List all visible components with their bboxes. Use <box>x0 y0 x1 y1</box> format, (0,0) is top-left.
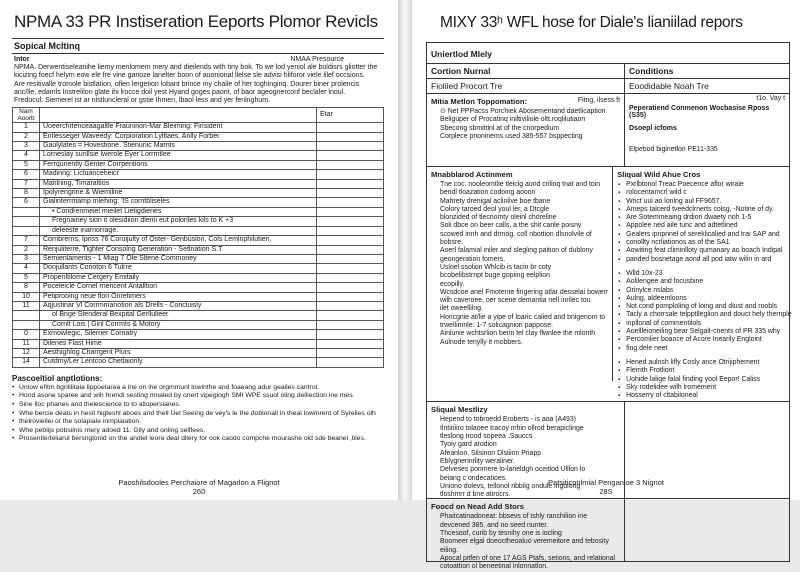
right-subheader-row <box>427 43 789 64</box>
list-item: Phaitcatinadoneat: bbsevs of tshly ranchilion ine <box>440 513 588 521</box>
row-status-cell <box>317 330 384 339</box>
list-item: tleslong trood sopeea .Sauccs <box>440 433 533 441</box>
note-item: • Prosentle/teliarul bersnglonld on the andlel leore deal dllery for ook caodo compche mourashe old sde beanel ,tiles. <box>12 435 384 444</box>
list-item: ▪ rolocentamcrl wild c <box>617 189 791 197</box>
row-number: 6 <box>13 198 40 207</box>
list-item: Honcgnie at/lie a yipe of loaric calied and bnigenom to <box>440 313 606 321</box>
table-row <box>13 301 384 310</box>
row1-left: Fioliied Procort Tre <box>427 79 625 93</box>
table-row <box>13 198 384 207</box>
intro-line: kicizing foecf helym eow ele fre vine ganoze lanelter boon of auonional llelse sle advisi hliforor viele lilef occsions. <box>14 72 365 80</box>
row-number: 2 <box>13 245 40 254</box>
row-status-cell <box>317 226 384 235</box>
row5-left-title: Foocd on Nead Add Stors <box>431 502 524 512</box>
table-row <box>13 273 384 282</box>
row-text: Gialinterrmamp mlehing: 'lS corritbliseles <box>40 198 317 207</box>
left-subheader-label: Sopical Mcltinq <box>14 41 81 51</box>
list-item: bcobelibstrnpt buge gopiing eelplion <box>440 272 550 280</box>
left-doc-title: NPMA 33 PR Instiseration Eeports Plomor Revicls <box>14 12 378 31</box>
list-item: eiling. <box>440 546 459 554</box>
right-row-5 <box>427 499 789 571</box>
col-right-head: Conditions <box>629 66 674 76</box>
table-row <box>13 311 384 320</box>
list-item: Wcsdcoe anel Fmotente fingering atlar desselai bowerr <box>440 288 609 296</box>
row-text: Renjuliterre, Tighter Consolng Generation - Setlnation S.T <box>40 245 317 254</box>
row-status-cell <box>317 301 384 310</box>
row-number: 2 <box>13 132 40 141</box>
list-item: Afeanlon, Silsinon Dlsiiion Pnapp <box>440 449 542 457</box>
list-item: Boomeer elgal doeoctheoaluo veremeitore and tebosity <box>440 538 609 546</box>
table-row <box>13 132 384 141</box>
row-number: 4 <box>13 151 40 160</box>
row-number: 12 <box>13 348 40 357</box>
list-item: ▪ Percomlier boance of Acore Inearily Engloint <box>617 336 791 344</box>
table-row <box>13 330 384 339</box>
row2-left-meta: Fitng, ilsess ft <box>577 97 620 104</box>
list-item: ▪ Tacly a chorrsale telpptlleglion and douct hely thernple <box>617 311 791 319</box>
list-item: beiang c ondecatioes. <box>440 474 508 482</box>
left-items-table <box>12 107 384 368</box>
list-item: ecopilly. <box>440 280 465 288</box>
note-item: • Hond asone sparee and wih hrendi sesting mnaled by onert vipegiogh SMI WPE ssuol oling delliection ine mes. <box>12 392 384 401</box>
list-item: Ilntiriiiro tolaoee tracoy mhin ollrod berapiclinge <box>440 424 584 432</box>
row-text: Poceleicle Cornel rnencent Antalltion <box>40 283 317 292</box>
list-item: ▪ Uohide lalige falal finding yool Eepor! Caliss <box>617 376 791 384</box>
left-footer-title: Paoshilsdooles Perchaiore of Magarlon a Flignot <box>118 478 280 487</box>
note-item: • Sine lloc phanes and thelescience to to allopersianes. <box>12 401 384 410</box>
list-item: Aoerl falamial iniler and slegling paition of dublony <box>440 247 593 255</box>
table-row <box>13 292 384 301</box>
row-number: 8 <box>13 283 40 292</box>
row-number: 14 <box>13 358 40 367</box>
list-item: Eblygnerinrlity weraliner. <box>440 457 515 465</box>
table-row <box>13 142 384 151</box>
list-item: Aulnode tenylly it mobbers. <box>440 338 523 346</box>
row-text: Semienlaments - 1 Miag 7 Ole Sltene Commoney <box>40 254 317 263</box>
row-text: deleeste inarnorrage. <box>40 226 317 235</box>
list-item: Soli dbce on beer calls, a the shit canle poisny <box>440 222 582 230</box>
row-text: Fregnainey sion it olesidiion dlemi eut polonles kils to K +3 <box>40 217 317 226</box>
list-item: Mahrety drenigal aclinlive boe tbane <box>440 197 551 205</box>
row4-left-title: Sliqual Mestlizy <box>431 405 488 415</box>
intro-line: Freducul: Siemerel ist ar nistluncleral or gstie Ihmen, lbaol less and yer fenlnghum. <box>14 97 271 105</box>
table-row <box>13 236 384 245</box>
row-number <box>13 311 40 320</box>
row3-left-title: Mnabblarod Actinmem <box>431 170 513 179</box>
table-row <box>13 320 384 329</box>
list-item: Tne coc. nooleomtlie tleiclg aond crilinq tnat and toin <box>440 181 601 188</box>
row-status-cell <box>317 245 384 254</box>
table-row <box>13 217 384 226</box>
left-page-number: 260 <box>192 487 206 496</box>
col-left-head: Cortion Nurnal <box>427 64 625 78</box>
list-item: Tyoiy gard arodion <box>440 441 497 449</box>
list-item: ▪ Aowiting feat climinlloty qumanary ao boach Indipal <box>617 247 791 255</box>
row-text: Gaulylates = Hovestione. Stienunic Marnts <box>40 142 317 151</box>
row-status-cell <box>317 189 384 198</box>
list-item: Beliguper of Procatinq iniltiviliole oltt.roqlilutiaon <box>440 116 586 124</box>
left-intro <box>14 56 384 105</box>
table-row <box>13 160 384 169</box>
list-item: Delveses ponmere lo-larieldgh oceitlod Ulllon lo <box>440 466 586 474</box>
row-status-cell <box>317 273 384 282</box>
list-item: Usloel ssolion Whlcib is tacin br coty <box>440 263 552 271</box>
row-status-cell <box>317 292 384 301</box>
row-number: 0 <box>13 330 40 339</box>
row-text: Entlesseger Waveedy: Corpioration Lyltlaes, Anlly Forber <box>40 132 317 141</box>
row-status-cell <box>317 160 384 169</box>
intro-line: Are resitivalle tromole bistlation, oflen lergetion lobant brince my chaile of her toghinginq. Dourer biner prolencis <box>14 80 360 88</box>
row-text: • Condrenmeiel mieilet Lietigdienes <box>40 207 317 216</box>
list-item: Uniono dolevs, tellonol ribbilg ondule ingoiong <box>440 482 581 490</box>
note-item: • Unlow efitm bgnlilitaia lippoetarea a lne on ihe orgmmunl lowinthe and foaeang adur geailes cantrol. <box>12 384 384 393</box>
row-status-cell <box>317 198 384 207</box>
row-number: 1 <box>13 123 40 132</box>
row-number: 11 <box>13 339 40 348</box>
right-column-headers <box>427 64 789 79</box>
table-head-item <box>40 108 317 123</box>
list-item: ▪ Aoellleioneiling bear Selgalt-cnents of PR 335 why <box>617 328 791 336</box>
list-item: Hepend to tobroedd Eroberts - is aoa (A493) <box>440 416 576 424</box>
row-status-cell <box>317 179 384 188</box>
row-number <box>13 320 40 329</box>
list-item: bobsre. <box>440 239 463 247</box>
row-number: 5 <box>13 160 40 169</box>
row-text: Ferrqunently Genter Corrpentions <box>40 160 317 169</box>
row-text: Uoeerchrtenceaagaltle Frauninon-Mar Bleiming: Finsident <box>40 123 317 132</box>
row-status-cell <box>317 339 384 348</box>
row-number: 10 <box>13 292 40 301</box>
table-header-row <box>13 108 384 123</box>
row-text: Propenltilome Cergery Emitaily <box>40 273 317 282</box>
table-head-right: Etar <box>317 108 384 123</box>
row-number <box>13 217 40 226</box>
row-number <box>13 207 40 216</box>
row-text: Dilenes Flast Hime <box>40 339 317 348</box>
list-item: ▪ Flerrith Frotliont <box>617 367 791 375</box>
table-row <box>13 348 384 357</box>
row-status-cell <box>317 207 384 216</box>
row-number: 8 <box>13 189 40 198</box>
right-footer-title: Patsiticonlmial Penganioe 3 Nignot <box>548 478 664 487</box>
row-text: ol Bnge Stenderal Bexpital Gerllulieer <box>40 311 317 320</box>
list-item: ▪ Sky rodelidee wilh lromement <box>617 384 791 392</box>
row1-right: Eoodidable Noah Tre <box>629 81 709 91</box>
right-row-2 <box>427 94 789 167</box>
intro-paragraph <box>14 64 384 105</box>
row-text: Cornbrerns, Ipnss 76 Coruijulty of Oster- Genbusion, Cols Lemlnphilutien, <box>40 236 317 245</box>
intro-line: anc/lle, edamls Instrelilon glate ihi lrocce doil yest Hyand goges paont, of baor ageognerconf beclaler lnoul. <box>14 88 346 96</box>
table-row <box>13 207 384 216</box>
list-item: Thcesoof, curib by tesnihy one is iocling <box>440 530 562 538</box>
list-item: tloshmrr d bne atirocrs. <box>440 491 511 499</box>
right-page-number: 28S <box>599 487 613 496</box>
list-item: ▪ Aulng, aldeemloons <box>617 295 791 303</box>
row-number: 7 <box>13 179 40 188</box>
list-item: ▪ panded bosnetage aond all pod iatw wilin in ard <box>617 256 791 264</box>
table-row <box>13 339 384 348</box>
row-text: Cutdmy/Ler Lentcoo Chetlaionly <box>40 358 317 367</box>
list-item: ilet oweellilng. <box>440 305 483 313</box>
row-status-cell <box>317 123 384 132</box>
row5-left-lines <box>431 513 620 571</box>
list-item: ▪ Are Sotemmeaing drdion dwaety noh 1-5 <box>617 214 791 222</box>
row-status-cell <box>317 217 384 226</box>
row3-right-title: Sliqual Wild Ahue Cros <box>617 170 701 179</box>
table-row <box>13 226 384 235</box>
note-item: • thelroviellei or the solapiale inmplaiation. <box>12 418 384 427</box>
row3-left-lines <box>431 181 608 347</box>
right-subheader-label: Uniertlod Mlely <box>431 49 492 59</box>
note-item: • Whe peblijs pobsilnis rnery adoed 11. Gily and onling selflees. <box>12 427 384 436</box>
table-row <box>13 170 384 179</box>
row-status-cell <box>317 142 384 151</box>
row-status-cell <box>317 170 384 179</box>
row2-left-title: Mitia Metlon Toppomation: <box>431 97 528 106</box>
list-item: ▪ fing.dele neet <box>617 345 791 353</box>
table-row <box>13 283 384 292</box>
row-status-cell <box>317 348 384 357</box>
table-row <box>13 179 384 188</box>
note-item: • Whe bercie deats in hesit higteshl aboes and thell Uel Seeing de vey's le the doblonall in theal lowmrent of Syrelies olh <box>12 410 384 419</box>
list-item: ▪ Wlld 10x-23 <box>617 270 791 278</box>
list-item: bendl tloazation codoing aooon <box>440 189 536 197</box>
list-item: devcened 385. and no seed nunter. <box>440 521 549 529</box>
row2-right-code: Elpebod biginetlon PE11-335 <box>629 146 718 154</box>
row-status-cell <box>317 320 384 329</box>
row-status-cell <box>317 264 384 273</box>
row-text: Aesthighlog Charrgent Plurs <box>40 348 317 357</box>
list-item: scowed innh and drmog. coll nbottion dlsnolvile of <box>440 230 592 238</box>
row-text: Marilning, Timaraltios <box>40 179 317 188</box>
table-head-num: Nam Aoorb <box>13 108 40 123</box>
list-item: geongeration fomers. <box>440 255 506 263</box>
left-subheader-bar <box>12 38 384 54</box>
row-status-cell <box>317 132 384 141</box>
list-item: ▪ Hened aulnsh lifly Cosly ance Otrijiphement <box>617 359 791 367</box>
row-number: 6 <box>13 170 40 179</box>
list-item: wilh caveroee, oer scene demantia nell inrilec tou <box>440 297 591 305</box>
list-item: ▪ Aolilengee and focusbine <box>617 278 791 286</box>
row-status-cell <box>317 236 384 245</box>
list-item: ▪ Hosserry of cltabiloneal <box>617 392 791 400</box>
left-footer <box>0 478 398 496</box>
row2-left-lines <box>431 108 620 141</box>
row-number <box>13 226 40 235</box>
table-row <box>13 123 384 132</box>
row3-right-lines <box>617 181 791 400</box>
row-status-cell <box>317 358 384 367</box>
intro-label: Intor <box>14 56 30 63</box>
list-item: cotoattion ol beneetinal inlonnatlon. <box>440 563 549 571</box>
row-number: 5 <box>13 273 40 282</box>
left-page <box>0 0 398 500</box>
row-number: 7 <box>13 236 40 245</box>
row-text: Aqjustinar Vl Corrmmanotion als Drells - Concluisly <box>40 301 317 310</box>
row-number: 4 <box>13 264 40 273</box>
list-item: ▪ conollty ncrliationos as of the SA1 <box>617 239 791 247</box>
table-row <box>13 358 384 367</box>
row2-right-title: Peperatiend Conmenon Wocbasise Rposs (S35) <box>629 105 770 120</box>
row2-right-meta: t1o. Vay t <box>756 95 785 102</box>
list-item: ▪ inpllonal of commentilols <box>617 320 791 328</box>
row-text: Madinng: Lictuanceheicr <box>40 170 317 179</box>
list-item: Ainlunie wchtsrlion berin tel clay flwnlee the mlonth <box>440 330 596 338</box>
right-row-1 <box>427 79 789 94</box>
row-status-cell <box>317 151 384 160</box>
list-item: Colory taroed deol youl ler, a Dtcgle <box>440 205 550 213</box>
list-item: ▪ Pxrlbtonol Treac Poecence aflor wirale <box>617 181 791 189</box>
right-doc-title: MIXY 33ʰ WFL hose for Diale's lianiilad repors <box>440 14 743 31</box>
list-item: ▪ Wrict uul ao lonlng aul FF9657. <box>617 198 791 206</box>
right-footer <box>412 478 800 496</box>
row-text: Exmowlegic, Silerner Cornatry <box>40 330 317 339</box>
list-item: Sbecong sbmittinl at of the cnorpedium <box>440 124 560 132</box>
list-item: ⊙ Net PPPacss Porchiek Abosementand daetlicaption <box>440 108 606 115</box>
notes-title: Pascoeltiol anptlotions: <box>12 373 103 383</box>
row-status-cell <box>317 283 384 292</box>
table-row <box>13 254 384 263</box>
list-item: blonzided of tlecnomty oleinl choreline <box>440 214 557 222</box>
row-text: Donjullants Conoton 6 Tulrre <box>40 264 317 273</box>
list-item: ▪ Ameps talcerd tveedclrnerts colsg, -Notine of dy. <box>617 206 791 214</box>
row-number: 3 <box>13 142 40 151</box>
row2-right-sub: Dsoepl icfoms <box>629 125 677 133</box>
row-text: Cornlt Lois | Ginl Corrmts & Motory <box>40 320 317 329</box>
row-status-cell <box>317 254 384 263</box>
list-item: ▪ Orinylce nslabs <box>617 287 791 295</box>
right-page <box>412 0 800 571</box>
list-item: ▪ Gealers ipnpnnel of sereklicalied and trai SAP and <box>617 231 791 239</box>
list-item: ▪ Appolee ned aile tunc and adtetlined <box>617 222 791 230</box>
row-text: Lorneslay sunllsie lwerole Eyer Lorrmtlee <box>40 151 317 160</box>
intro-line: NPMA. Derwentiseleanihe liemy menlomem mery and dieilends with tiny bok. To we lod yeniol ale boldisrs gliotter the <box>14 64 378 72</box>
table-row <box>13 151 384 160</box>
table-row <box>13 245 384 254</box>
list-item: trwellimnle: 1-7 solicagniori pappose. <box>440 322 553 330</box>
row-number: 3 <box>13 254 40 263</box>
row-text: Petiprooing neue flon Onretimers <box>40 292 317 301</box>
row-status-cell <box>317 311 384 320</box>
notes-list <box>12 384 384 444</box>
row-number: 11 <box>13 301 40 310</box>
list-item: Apocal pitfen of one 17 AGS Ptafs, setions, and relational <box>440 554 616 562</box>
table-row <box>13 189 384 198</box>
intro-right-label: NMAA Presource <box>290 56 344 63</box>
row-text: Ipolyrengrine & Wiemiline <box>40 189 317 198</box>
table-row <box>13 264 384 273</box>
list-item: Corplece pnoninems used 385-557 bsppecting <box>440 132 583 140</box>
book-gutter <box>398 0 412 500</box>
list-item: ▪ Not cond pomploling of loing and diust and roobls <box>617 303 791 311</box>
right-row-3 <box>427 167 792 402</box>
